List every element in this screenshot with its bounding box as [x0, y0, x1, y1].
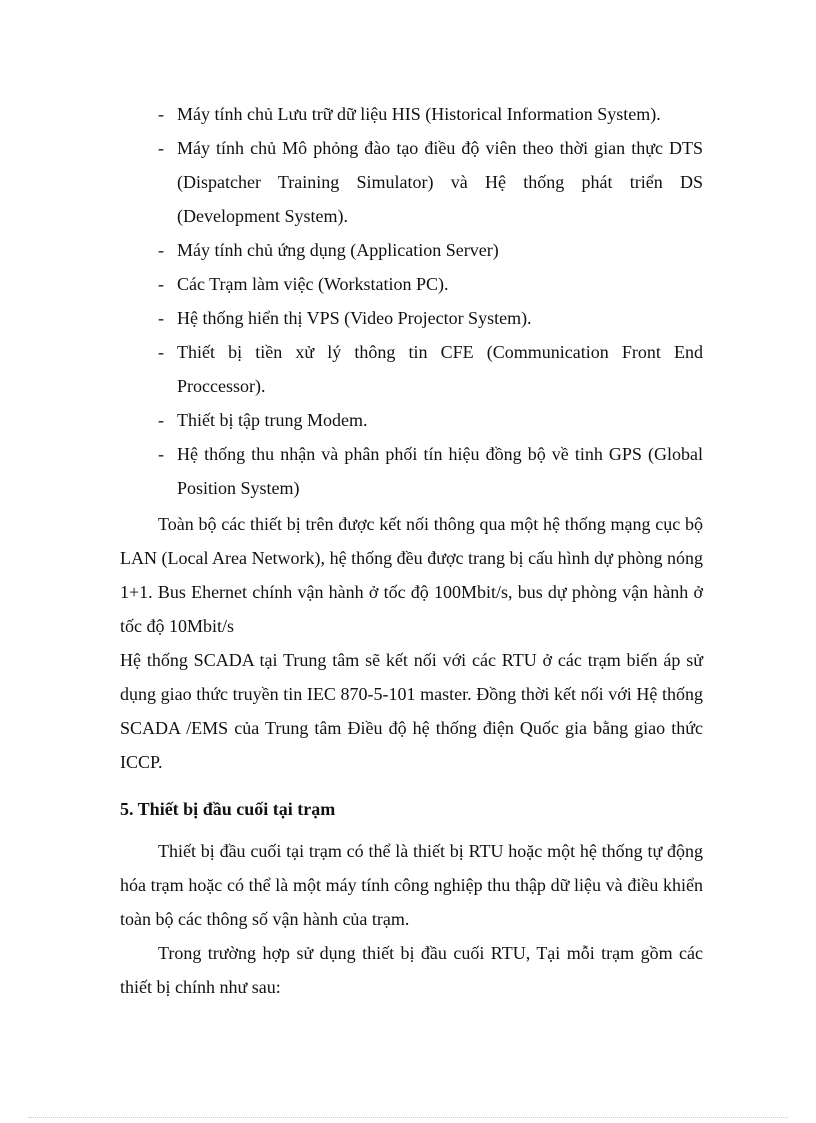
section-heading: 5. Thiết bị đầu cuối tại trạm: [120, 799, 336, 819]
equipment-list: [158, 97, 703, 505]
bullet-dash: -: [158, 240, 164, 260]
footer-divider: [28, 1117, 788, 1118]
bullet-dash: -: [158, 138, 164, 158]
list-item: [158, 97, 703, 131]
bullet-dash: -: [158, 308, 164, 328]
bullet-dash: -: [158, 342, 164, 362]
bullet-dash: -: [158, 104, 164, 124]
bullet-dash: -: [158, 410, 164, 430]
list-item: [158, 335, 703, 403]
list-item: [158, 233, 703, 267]
list-item-text: Hệ thống thu nhận và phân phối tín hiệu đồng bộ về tinh GPS (Global Position System): [177, 444, 703, 498]
list-item: [158, 301, 703, 335]
list-item-text: Thiết bị tập trung Modem.: [177, 410, 368, 430]
lan-paragraph: Toàn bộ các thiết bị trên được kết nối thông qua một hệ thống mạng cục bộ LAN (Local Area Network), hệ thống đều được trang bị cấu hình dự phòng nóng 1+1. Bus Ehernet chính vận hành ở tốc độ 100Mbit/s, bus dự phòng vận hành ở tốc độ 10Mbit/s: [120, 514, 703, 636]
list-item: [158, 403, 703, 437]
list-item-text: Thiết bị tiền xử lý thông tin CFE (Communication Front End Proccessor).: [177, 342, 703, 396]
bullet-dash: -: [158, 444, 164, 464]
terminal-paragraph: Thiết bị đầu cuối tại trạm có thể là thiết bị RTU hoặc một hệ thống tự động hóa trạm hoặc có thể là một máy tính công nghiệp thu thập dữ liệu và điều khiển toàn bộ các thông số vận hành của trạm.: [120, 841, 703, 929]
rtu-paragraph: Trong trường hợp sử dụng thiết bị đầu cuối RTU, Tại mỗi trạm gồm các thiết bị chính như sau:: [120, 943, 703, 997]
list-item: [158, 267, 703, 301]
list-item: [158, 437, 703, 505]
list-item-text: Hệ thống hiển thị VPS (Video Projector System).: [177, 308, 532, 328]
scada-paragraph: Hệ thống SCADA tại Trung tâm sẽ kết nối với các RTU ở các trạm biến áp sử dụng giao thức truyền tin IEC 870-5-101 master. Đồng thời kết nối với Hệ thống SCADA /EMS của Trung tâm Điều độ hệ thống điện Quốc gia bằng giao thức ICCP.: [120, 650, 703, 772]
list-item-text: Máy tính chủ ứng dụng (Application Server): [177, 240, 499, 260]
list-item-text: Máy tính chủ Lưu trữ dữ liệu HIS (Historical Information System).: [177, 104, 661, 124]
list-item-text: Máy tính chủ Mô phỏng đào tạo điều độ viên theo thời gian thực DTS (Dispatcher Training Simulator) và Hệ thống phát triển DS (Development System).: [177, 138, 703, 226]
bullet-dash: -: [158, 274, 164, 294]
list-item-text: Các Trạm làm việc (Workstation PC).: [177, 274, 449, 294]
list-item: [158, 131, 703, 233]
